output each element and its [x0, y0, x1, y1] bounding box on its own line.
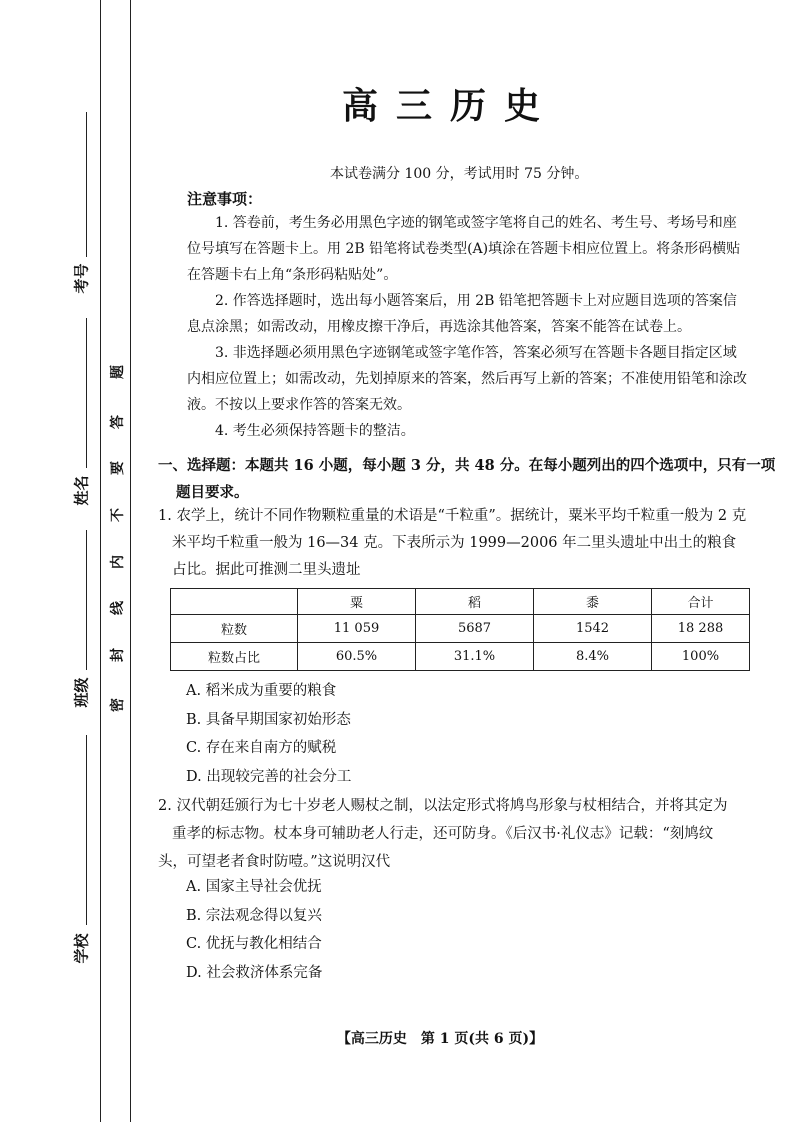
school-label: 学校 — [72, 933, 91, 964]
exam-no-label: 考号 — [72, 263, 91, 294]
table-header-cell — [171, 589, 298, 615]
question-2-stem: 重孝的标志物。杖本身可辅助老人行走，还可防身。《后汉书·礼仪志》记载：“刻鸠纹 — [172, 826, 714, 842]
seal-char: 密 — [110, 698, 126, 712]
seal-char: 线 — [110, 601, 126, 615]
option-d[interactable]: D. 社会救济体系完备 — [186, 964, 323, 981]
table-cell: 粒数 — [171, 615, 298, 643]
question-2-stem: 头，可望老者食时防噎。”这说明汉代 — [158, 854, 391, 870]
table-cell: 60.5% — [298, 643, 416, 671]
section-line: 一、选择题：本题共 16 小题，每小题 3 分，共 48 分。在每小题列出的四个选项中，只有一项 — [158, 457, 776, 474]
table-cell: 18 288 — [652, 615, 750, 643]
option-c[interactable]: C. 存在来自南方的赋税 — [186, 740, 337, 756]
class-label: 班级 — [72, 677, 91, 708]
table-header-cell: 稻 — [416, 589, 534, 615]
table-cell: 8.4% — [534, 643, 652, 671]
table-cell: 1542 — [534, 615, 652, 643]
table-header-row — [171, 589, 750, 615]
seal-char: 题 — [110, 365, 126, 379]
seal-char: 不 — [110, 508, 126, 522]
notice-heading: 注意事项： — [187, 190, 263, 208]
exam-info: 本试卷满分 100 分，考试用时 75 分钟。 — [330, 166, 589, 182]
question-2 — [158, 792, 748, 876]
page-footer: 【高三历史 第 1 页(共 6 页)】 — [336, 1031, 544, 1047]
option-b[interactable]: B. 具备早期国家初始形态 — [186, 711, 351, 728]
notice-item: 1. 答卷前，考生务必用黑色字迹的钢笔或签字笔将自己的姓名、考生号、考场号和座位号填写在答题卡上。用 2B 铅笔将试卷类型(A)填涂在答题卡相应位置上。将条形码横贴在答题卡右上角“条形码粘贴处”。 — [187, 215, 741, 283]
table-header-cell: 合计 — [652, 589, 750, 615]
seal-char: 答 — [110, 415, 126, 429]
table-row — [171, 643, 750, 671]
option-b[interactable]: B. 宗法观念得以复兴 — [186, 907, 322, 924]
table-cell: 5687 — [416, 615, 534, 643]
binding-line-outer — [100, 0, 101, 1122]
seal-char: 内 — [110, 555, 126, 569]
binding-line-inner — [130, 0, 131, 1122]
notice-list — [187, 210, 747, 444]
table-header-cell: 粟 — [298, 589, 416, 615]
name-label: 姓名 — [72, 475, 91, 506]
notice-item: 3. 非选择题必须用黑色字迹钢笔或签字笔作答，答案必须写在答题卡各题目指定区域内相应位置上；如需改动，先划掉原来的答案，然后再写上新的答案；不准使用铅笔和涂改液。不按以上要求作答的答案无效。 — [187, 345, 747, 413]
grain-table — [170, 588, 750, 671]
table-row — [171, 615, 750, 643]
question-1-stem: 1. 农学上，统计不同作物颗粒重量的术语是“千粒重”。据统计，粟米平均千粒重一般为 2 克 — [158, 508, 747, 524]
option-a[interactable]: A. 稻米成为重要的粮食 — [186, 683, 337, 699]
question-1-stem: 占比。据此可推测二里头遗址 — [172, 562, 361, 578]
section-heading — [158, 452, 776, 506]
notice-item: 4. 考生必须保持答题卡的整洁。 — [215, 423, 415, 439]
question-1-stem: 米平均千粒重一般为 16—34 克。下表所示为 1999—2006 年二里头遗址中出土的粮食 — [172, 535, 737, 551]
section-line: 题目要求。 — [176, 484, 249, 501]
question-2-stem: 2. 汉代朝廷颁行为七十岁老人赐杖之制，以法定形式将鸠鸟形象与杖相结合，并将其定为 — [158, 798, 728, 814]
table-cell: 31.1% — [416, 643, 534, 671]
seal-char: 要 — [110, 461, 126, 475]
question-1 — [158, 503, 748, 584]
option-c[interactable]: C. 优抚与教化相结合 — [186, 936, 322, 952]
page-title: 高三历史 — [341, 86, 558, 127]
option-d[interactable]: D. 出现较完善的社会分工 — [186, 768, 352, 785]
seal-char: 封 — [110, 648, 126, 662]
table-cell: 11 059 — [298, 615, 416, 643]
question-1-options — [186, 677, 351, 791]
question-2-options — [186, 873, 322, 987]
notice-item: 2. 作答选择题时，选出每小题答案后，用 2B 铅笔把答题卡上对应题目选项的答案信息点涂黑；如需改动，用橡皮擦干净后，再选涂其他答案，答案不能答在试卷上。 — [187, 293, 737, 335]
table-header-cell: 黍 — [534, 589, 652, 615]
table-cell: 100% — [652, 643, 750, 671]
option-a[interactable]: A. 国家主导社会优抚 — [186, 879, 322, 895]
table-cell: 粒数占比 — [171, 643, 298, 671]
